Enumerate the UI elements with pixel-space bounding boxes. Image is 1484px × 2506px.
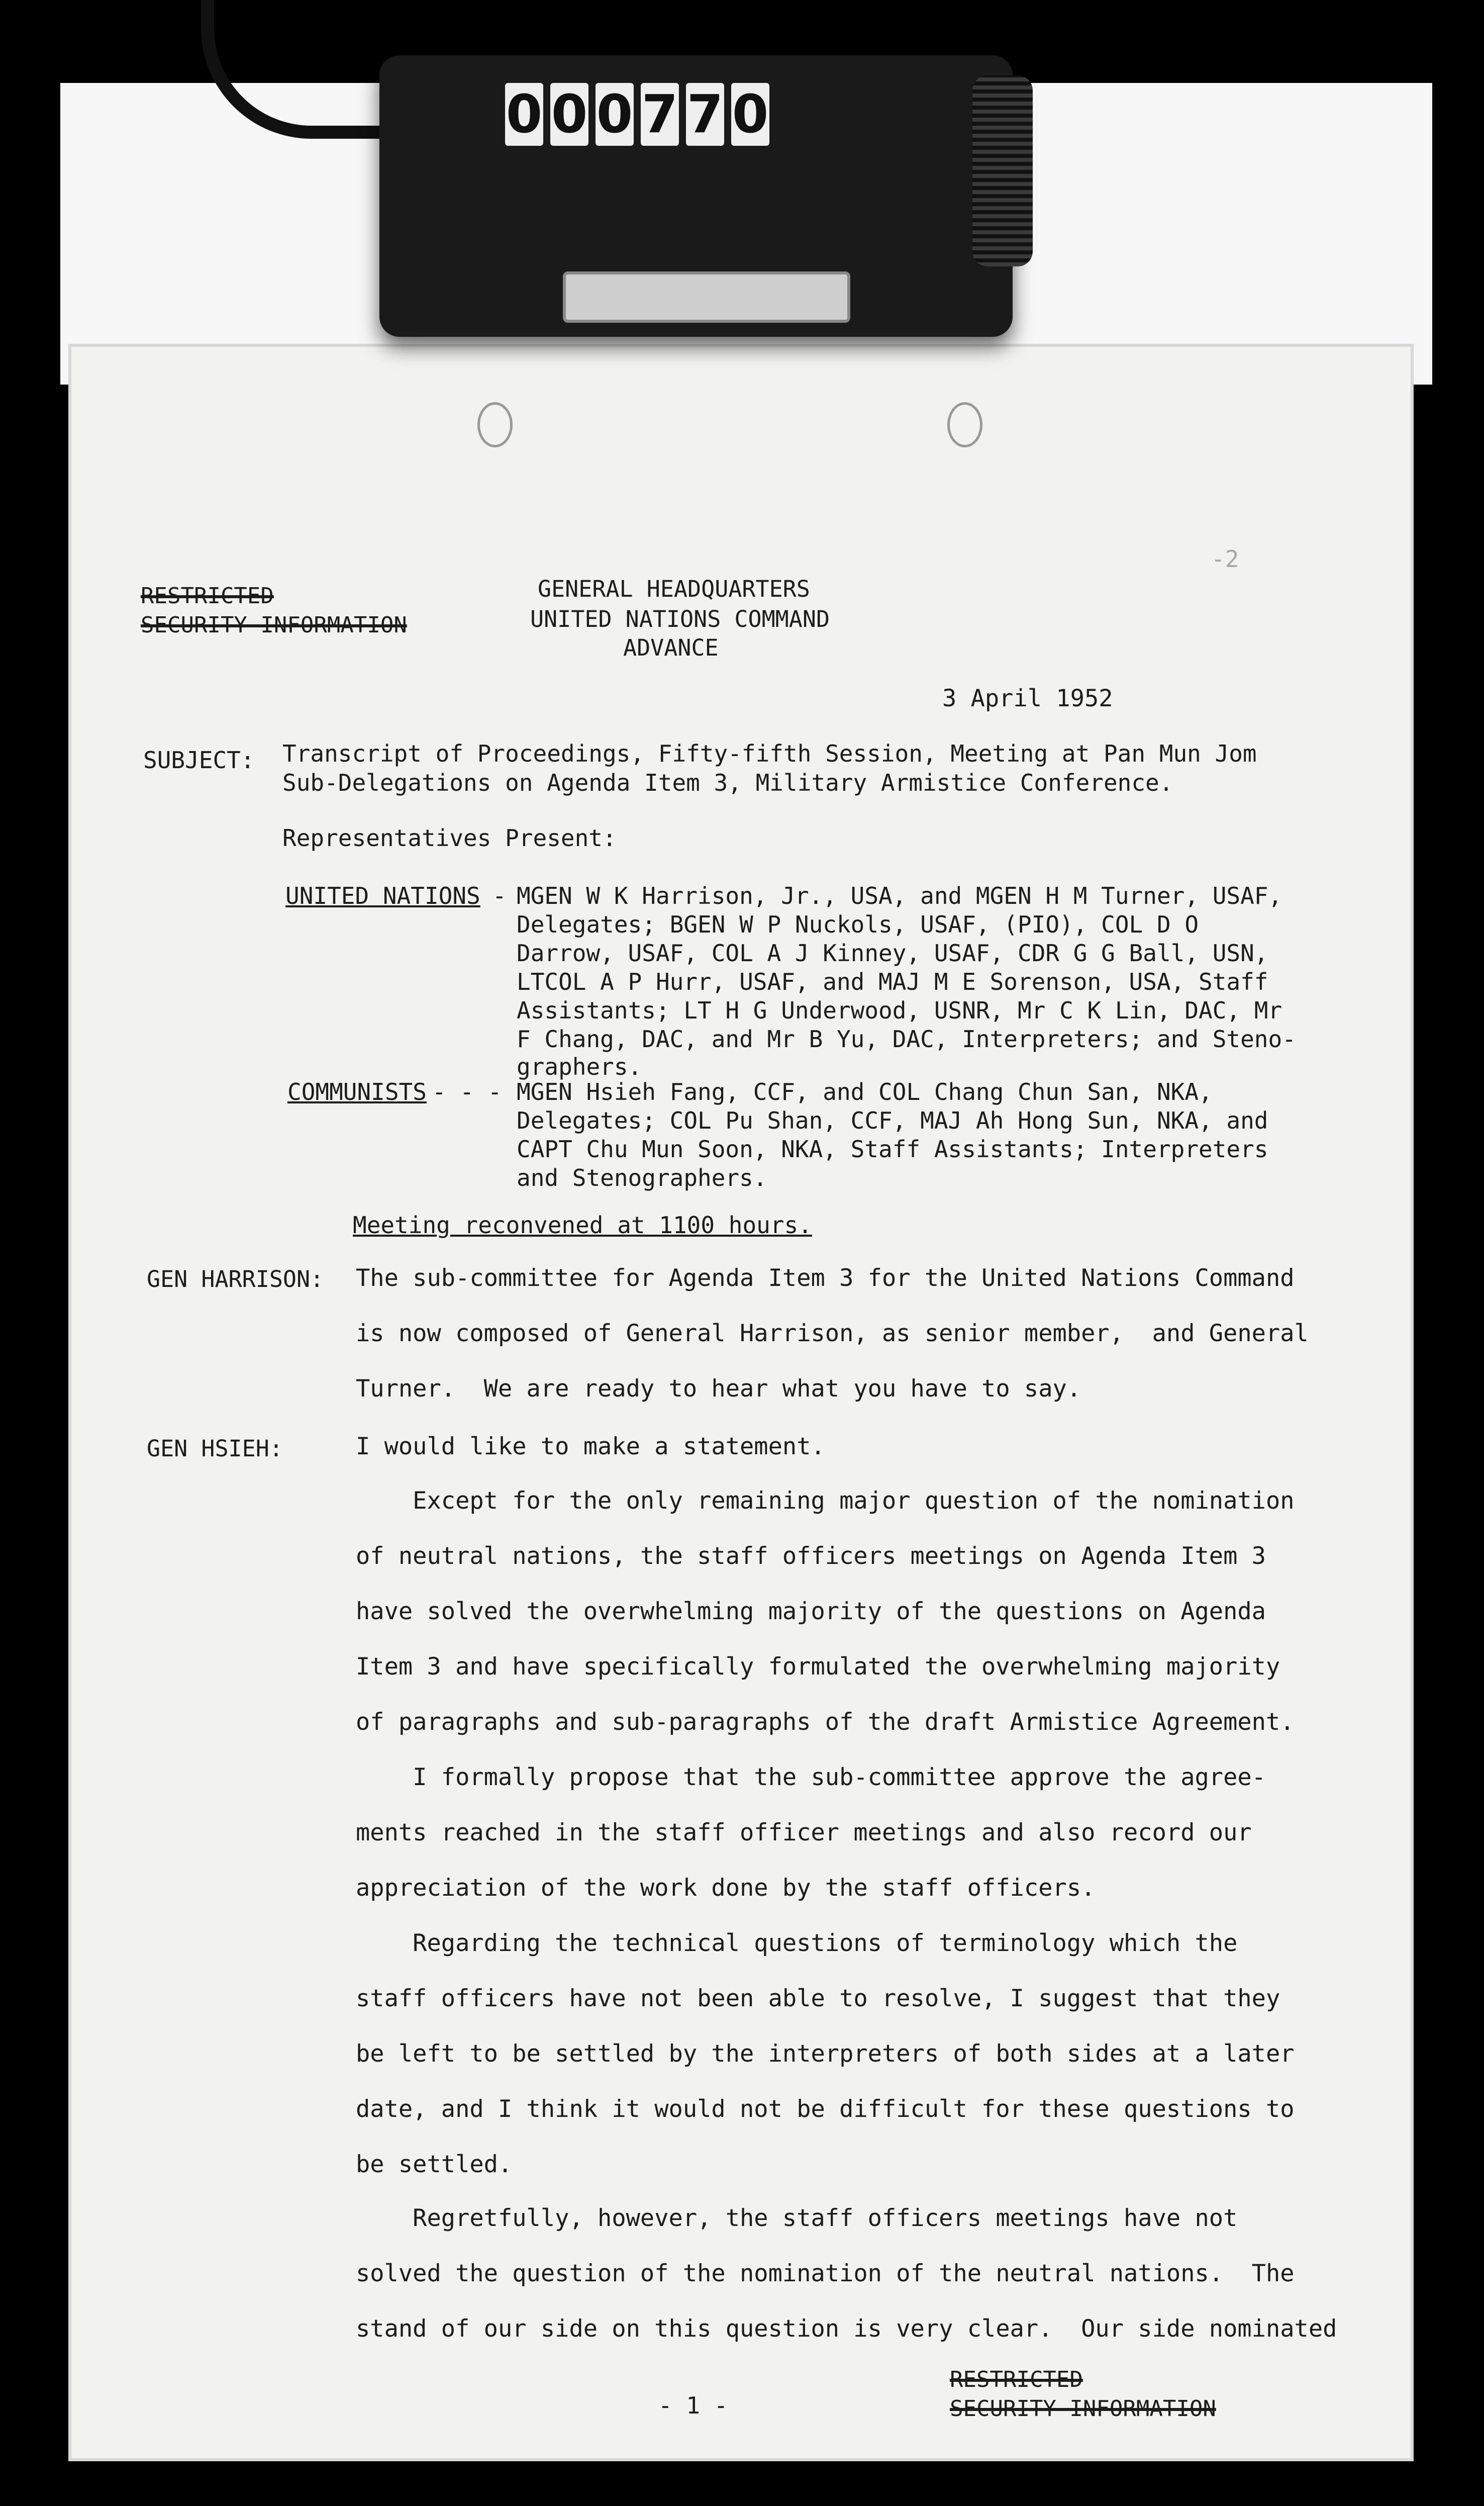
org-line-1: GENERAL HEADQUARTERS — [538, 576, 810, 602]
harrison-line: The sub-committee for Agenda Item 3 for the United Nations Command — [356, 1264, 1295, 1292]
document-page — [71, 347, 1411, 2458]
hsieh-line: Item 3 and have specifically formulated the overwhelming majority — [356, 1653, 1280, 1681]
org-line-3: ADVANCE — [623, 634, 719, 661]
un-rep-line: Darrow, USAF, COL A J Kinney, USAF, CDR G G Ball, USN, — [517, 940, 1268, 967]
reconvened-line: Meeting reconvened at 1100 hours. — [353, 1212, 812, 1239]
counter-digit: 0 — [732, 83, 769, 145]
un-rep-line: graphers. — [517, 1053, 642, 1080]
communists-label: COMMUNISTS — [287, 1078, 427, 1105]
hsieh-line: be settled. — [356, 2151, 513, 2178]
page-number: - 1 - — [658, 2392, 728, 2419]
counter-knob — [972, 75, 1033, 266]
hsieh-line: appreciation of the work done by the staff officers. — [356, 1874, 1096, 1902]
hsieh-line: be left to be settled by the interpreters of both sides at a later — [356, 2040, 1295, 2068]
footer-classification-security: SECURITY INFORMATION — [950, 2396, 1216, 2422]
classification-restricted: RESTRICTED — [141, 583, 274, 609]
film-border-left — [0, 0, 60, 2506]
counter-digit: 0 — [551, 83, 588, 145]
document-date: 3 April 1952 — [942, 685, 1113, 712]
counter-digit: 7 — [686, 83, 724, 145]
harrison-line: Turner. We are ready to hear what you have to say. — [356, 1375, 1081, 1403]
un-rep-line: MGEN W K Harrison, Jr., USA, and MGEN H M Turner, USAF, — [517, 882, 1282, 909]
counter-digit: 0 — [596, 83, 633, 145]
un-rep-line: Assistants; LT H G Underwood, USNR, Mr C K Lin, DAC, Mr — [517, 997, 1282, 1024]
frame-counter-digits — [505, 83, 769, 146]
hsieh-line: I would like to make a statement. — [356, 1433, 825, 1460]
punch-hole-right — [947, 402, 982, 447]
classification-security: SECURITY INFORMATION — [141, 612, 407, 638]
un-rep-line: Delegates; BGEN W P Nuckols, USAF, (PIO), COL D O — [517, 911, 1199, 938]
hsieh-line: ments reached in the staff officer meetings and also record our — [356, 1819, 1252, 1846]
hsieh-line: Except for the only remaining major question of the nomination — [356, 1487, 1295, 1515]
speaker-harrison: GEN HARRISON: — [147, 1266, 324, 1292]
counter-digit: 0 — [506, 83, 543, 145]
hsieh-line: Regarding the technical questions of terminology which the — [356, 1929, 1238, 1957]
subject-line: Transcript of Proceedings, Fifty-fifth Session, Meeting at Pan Mun Jom — [282, 740, 1257, 767]
com-rep-line: and Stenographers. — [517, 1164, 767, 1191]
org-line-2: UNITED NATIONS COMMAND — [530, 606, 830, 632]
un-rep-line: LTCOL A P Hurr, USAF, and MAJ M E Sorenson, USA, Staff — [517, 968, 1268, 995]
corner-mark: -2 — [1211, 545, 1239, 573]
hsieh-line: solved the question of the nomination of the neutral nations. The — [356, 2260, 1295, 2287]
subject-line: Sub-Delegations on Agenda Item 3, Military Armistice Conference. — [282, 769, 1173, 796]
counter-digit: 7 — [641, 83, 678, 145]
hsieh-line: staff officers have not been able to resolve, I suggest that they — [356, 1985, 1280, 2012]
com-rep-line: Delegates; COL Pu Shan, CCF, MAJ Ah Hong Sun, NKA, and — [517, 1107, 1268, 1134]
hsieh-line: stand of our side on this question is very clear. Our side nominated — [356, 2315, 1337, 2343]
un-dash: - — [492, 882, 507, 909]
hsieh-line: of paragraphs and sub-paragraphs of the draft Armistice Agreement. — [356, 1708, 1295, 1736]
representatives-heading: Representatives Present: — [282, 824, 617, 852]
com-rep-line: CAPT Chu Mun Soon, NKA, Staff Assistants; Interpreters — [517, 1136, 1268, 1163]
communists-dash: - - - — [432, 1078, 502, 1105]
harrison-line: is now composed of General Harrison, as senior member, and General — [356, 1320, 1309, 1347]
hsieh-line: date, and I think it would not be difficult for these questions to — [356, 2095, 1295, 2123]
hsieh-line: have solved the overwhelming majority of the questions on Agenda — [356, 1598, 1266, 1625]
hsieh-line: Regretfully, however, the staff officers meetings have not — [356, 2204, 1238, 2232]
hsieh-line: I formally propose that the sub-committee approve the agree- — [356, 1764, 1266, 1791]
com-rep-line: MGEN Hsieh Fang, CCF, and COL Chang Chun San, NKA, — [517, 1078, 1213, 1105]
subject-label: SUBJECT: — [143, 747, 255, 774]
counter-plate — [563, 271, 850, 323]
un-label: UNITED NATIONS — [285, 882, 480, 909]
punch-hole-left — [477, 402, 513, 447]
speaker-hsieh: GEN HSIEH: — [147, 1435, 283, 1462]
hsieh-line: of neutral nations, the staff officers meetings on Agenda Item 3 — [356, 1542, 1266, 1570]
footer-classification-restricted: RESTRICTED — [950, 2367, 1083, 2392]
un-rep-line: F Chang, DAC, and Mr B Yu, DAC, Interpreters; and Steno- — [517, 1026, 1296, 1053]
